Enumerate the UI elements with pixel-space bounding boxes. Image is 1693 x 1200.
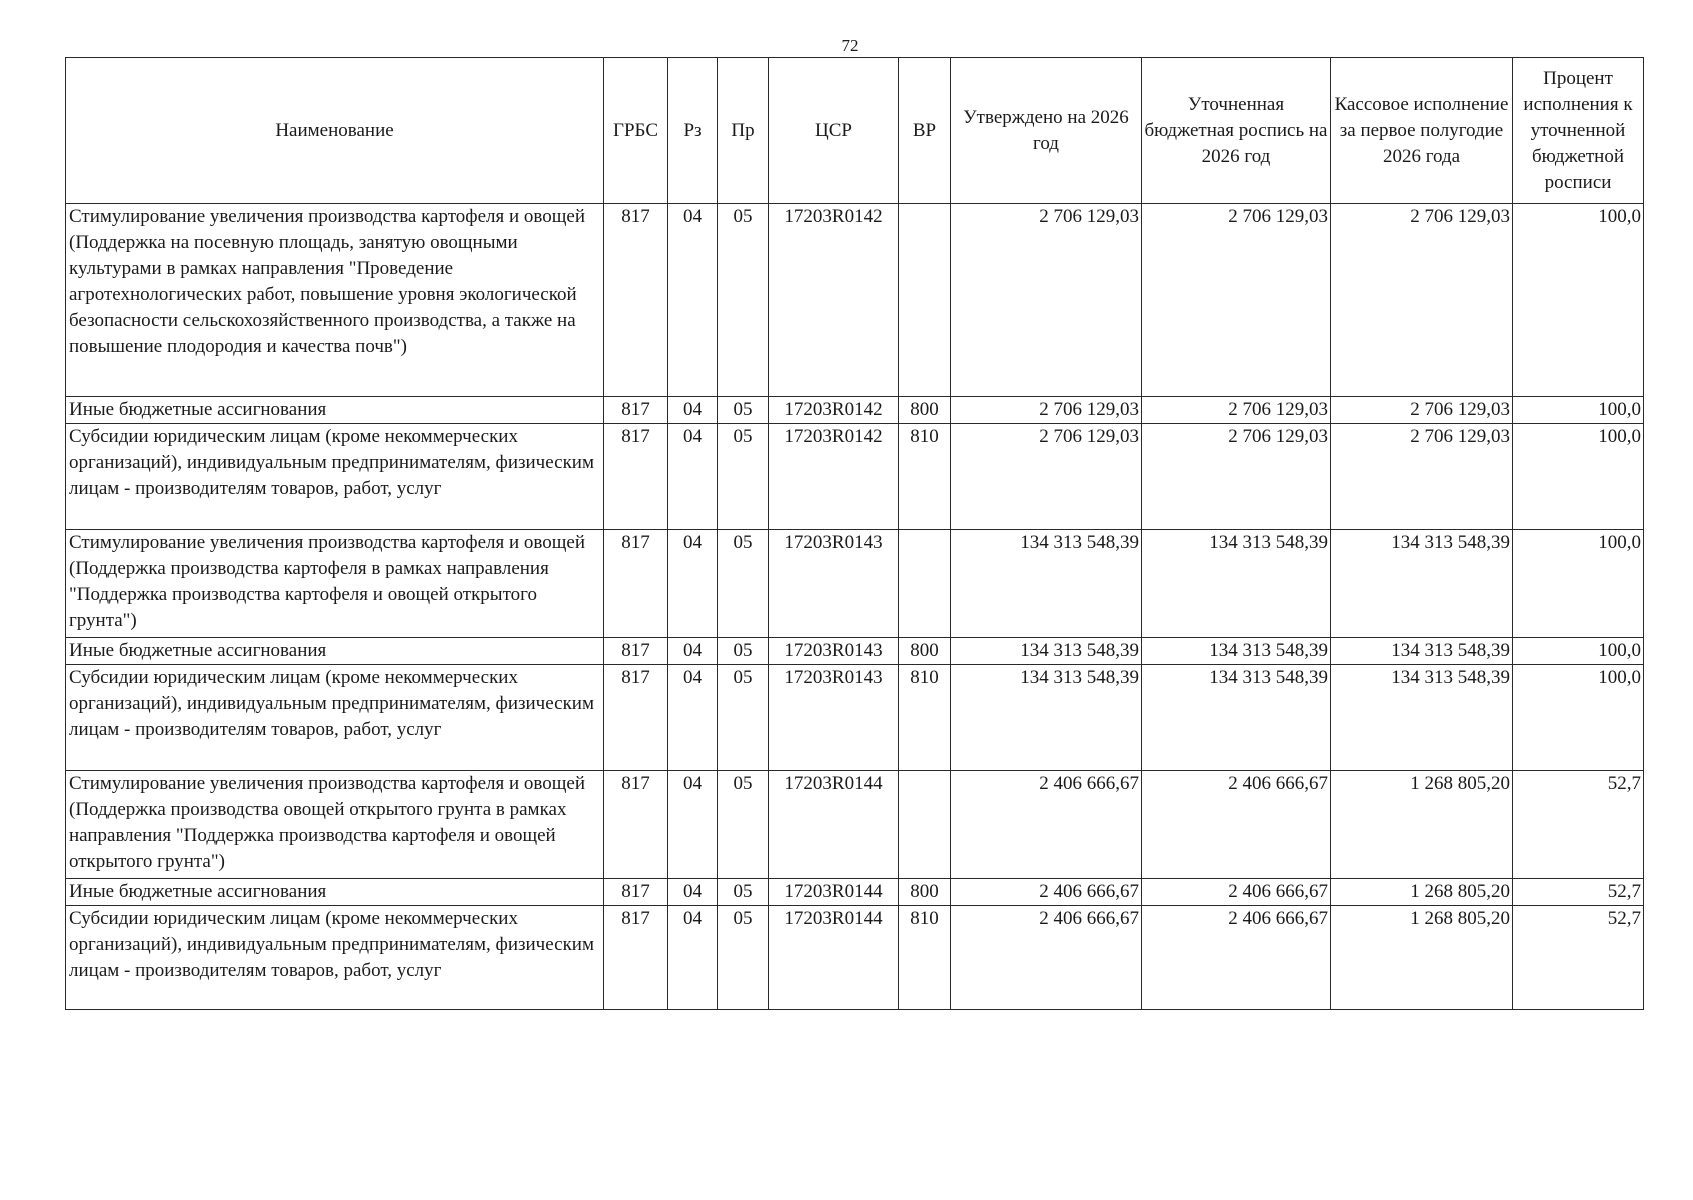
- row-approved: 134 313 548,39: [951, 665, 1142, 771]
- row-csr: 17203R0142: [769, 397, 899, 424]
- table-row: [66, 906, 1644, 1010]
- header-refined: Уточненная бюджетная роспись на 2026 год: [1142, 58, 1331, 204]
- row-percent: 52,7: [1513, 906, 1644, 1010]
- table-row: [66, 530, 1644, 638]
- row-pr: 05: [718, 771, 769, 879]
- row-refined: 134 313 548,39: [1142, 638, 1331, 665]
- row-csr: 17203R0143: [769, 530, 899, 638]
- header-name: Наименование: [66, 58, 604, 204]
- row-percent: 52,7: [1513, 879, 1644, 906]
- row-rz: 04: [668, 530, 718, 638]
- row-name: Стимулирование увеличения производства картофеля и овощей (Поддержка производства картофеля в рамках направления "Поддержка производства картофеля и овощей открытого грунта"): [66, 530, 604, 638]
- row-refined: 2 406 666,67: [1142, 771, 1331, 879]
- row-name: Субсидии юридическим лицам (кроме некоммерческих организаций), индивидуальным предпринимателям, физическим лицам - производителям товаров, работ, услуг: [66, 424, 604, 530]
- row-grbs: 817: [604, 204, 668, 397]
- row-approved: 2 406 666,67: [951, 879, 1142, 906]
- header-approved: Утверждено на 2026 год: [951, 58, 1142, 204]
- row-grbs: 817: [604, 771, 668, 879]
- row-rz: 04: [668, 424, 718, 530]
- row-cash: 134 313 548,39: [1331, 638, 1513, 665]
- row-csr: 17203R0144: [769, 879, 899, 906]
- page-number: 72: [841, 36, 859, 55]
- table-row: [66, 204, 1644, 397]
- row-pr: 05: [718, 397, 769, 424]
- row-vr: [899, 204, 951, 397]
- row-name: Субсидии юридическим лицам (кроме некоммерческих организаций), индивидуальным предпринимателям, физическим лицам - производителям товаров, работ, услуг: [66, 665, 604, 771]
- row-grbs: 817: [604, 665, 668, 771]
- row-percent: 100,0: [1513, 204, 1644, 397]
- row-csr: 17203R0142: [769, 424, 899, 530]
- row-pr: 05: [718, 638, 769, 665]
- row-vr: 800: [899, 879, 951, 906]
- row-name: Иные бюджетные ассигнования: [66, 638, 604, 665]
- row-rz: 04: [668, 665, 718, 771]
- row-csr: 17203R0144: [769, 906, 899, 1010]
- row-approved: 2 706 129,03: [951, 204, 1142, 397]
- row-rz: 04: [668, 771, 718, 879]
- row-vr: 810: [899, 665, 951, 771]
- row-csr: 17203R0143: [769, 665, 899, 771]
- row-vr: 800: [899, 638, 951, 665]
- row-rz: 04: [668, 204, 718, 397]
- header-vr: ВР: [899, 58, 951, 204]
- row-approved: 2 406 666,67: [951, 771, 1142, 879]
- row-pr: 05: [718, 530, 769, 638]
- row-refined: 2 706 129,03: [1142, 424, 1331, 530]
- row-grbs: 817: [604, 638, 668, 665]
- row-name: Иные бюджетные ассигнования: [66, 397, 604, 424]
- row-cash: 134 313 548,39: [1331, 665, 1513, 771]
- row-refined: 134 313 548,39: [1142, 530, 1331, 638]
- row-refined: 2 706 129,03: [1142, 397, 1331, 424]
- row-percent: 100,0: [1513, 665, 1644, 771]
- table-row: [66, 424, 1644, 530]
- header-rz: Рз: [668, 58, 718, 204]
- row-vr: [899, 771, 951, 879]
- row-approved: 134 313 548,39: [951, 530, 1142, 638]
- row-percent: 100,0: [1513, 424, 1644, 530]
- row-pr: 05: [718, 424, 769, 530]
- row-pr: 05: [718, 204, 769, 397]
- row-approved: 2 406 666,67: [951, 906, 1142, 1010]
- row-cash: 1 268 805,20: [1331, 879, 1513, 906]
- header-pr: Пр: [718, 58, 769, 204]
- row-cash: 2 706 129,03: [1331, 204, 1513, 397]
- row-grbs: 817: [604, 530, 668, 638]
- row-approved: 134 313 548,39: [951, 638, 1142, 665]
- row-refined: 134 313 548,39: [1142, 665, 1331, 771]
- header-csr: ЦСР: [769, 58, 899, 204]
- row-percent: 100,0: [1513, 397, 1644, 424]
- row-vr: 810: [899, 906, 951, 1010]
- row-name: Стимулирование увеличения производства картофеля и овощей (Поддержка производства овощей открытого грунта в рамках направления "Поддержка производства картофеля и овощей открытого грунта"): [66, 771, 604, 879]
- row-csr: 17203R0143: [769, 638, 899, 665]
- row-refined: 2 406 666,67: [1142, 906, 1331, 1010]
- row-pr: 05: [718, 879, 769, 906]
- row-grbs: 817: [604, 906, 668, 1010]
- row-pr: 05: [718, 906, 769, 1010]
- row-grbs: 817: [604, 879, 668, 906]
- row-approved: 2 706 129,03: [951, 424, 1142, 530]
- row-rz: 04: [668, 397, 718, 424]
- row-grbs: 817: [604, 397, 668, 424]
- row-cash: 134 313 548,39: [1331, 530, 1513, 638]
- table-row: [66, 638, 1644, 665]
- row-cash: 2 706 129,03: [1331, 397, 1513, 424]
- row-percent: 100,0: [1513, 530, 1644, 638]
- row-grbs: 817: [604, 424, 668, 530]
- budget-table: [65, 57, 1644, 1010]
- row-cash: 1 268 805,20: [1331, 771, 1513, 879]
- row-name: Стимулирование увеличения производства картофеля и овощей (Поддержка на посевную площадь, занятую овощными культурами в рамках направления "Проведение агротехнологических работ, повышение уровня экологической безопасности сельскохозяйственного производства, а также на повышение плодородия и качества почв"): [66, 204, 604, 397]
- table-row: [66, 771, 1644, 879]
- row-approved: 2 706 129,03: [951, 397, 1142, 424]
- row-rz: 04: [668, 879, 718, 906]
- row-cash: 2 706 129,03: [1331, 424, 1513, 530]
- table-row: [66, 397, 1644, 424]
- row-refined: 2 406 666,67: [1142, 879, 1331, 906]
- row-percent: 100,0: [1513, 638, 1644, 665]
- table-row: [66, 879, 1644, 906]
- row-rz: 04: [668, 638, 718, 665]
- row-refined: 2 706 129,03: [1142, 204, 1331, 397]
- row-name: Иные бюджетные ассигнования: [66, 879, 604, 906]
- table-row: [66, 665, 1644, 771]
- row-vr: 810: [899, 424, 951, 530]
- row-rz: 04: [668, 906, 718, 1010]
- row-csr: 17203R0142: [769, 204, 899, 397]
- header-cash: Кассовое исполнение за первое полугодие 2026 года: [1331, 58, 1513, 204]
- row-vr: [899, 530, 951, 638]
- row-cash: 1 268 805,20: [1331, 906, 1513, 1010]
- row-name: Субсидии юридическим лицам (кроме некоммерческих организаций), индивидуальным предпринимателям, физическим лицам - производителям товаров, работ, услуг: [66, 906, 604, 1010]
- row-csr: 17203R0144: [769, 771, 899, 879]
- row-percent: 52,7: [1513, 771, 1644, 879]
- row-vr: 800: [899, 397, 951, 424]
- row-pr: 05: [718, 665, 769, 771]
- header-row: [66, 58, 1644, 204]
- header-percent: Процент исполнения к уточненной бюджетной росписи: [1513, 58, 1644, 204]
- header-grbs: ГРБС: [604, 58, 668, 204]
